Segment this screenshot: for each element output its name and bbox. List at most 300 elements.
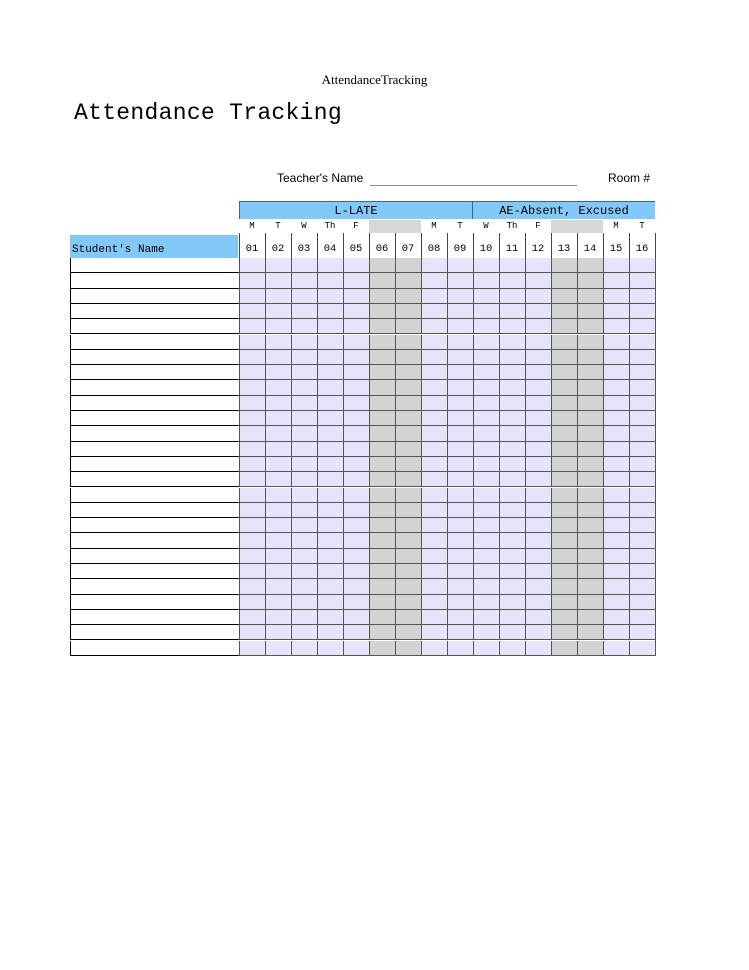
- attendance-cell[interactable]: [421, 564, 447, 579]
- attendance-cell[interactable]: [473, 625, 499, 640]
- attendance-cell[interactable]: [525, 457, 551, 472]
- attendance-cell[interactable]: [369, 258, 395, 273]
- attendance-cell[interactable]: [239, 625, 265, 640]
- attendance-cell[interactable]: [291, 488, 317, 503]
- attendance-cell[interactable]: [525, 273, 551, 288]
- attendance-cell[interactable]: [447, 564, 473, 579]
- attendance-cell[interactable]: [265, 549, 291, 564]
- attendance-cell[interactable]: [421, 579, 447, 594]
- student-name-cell[interactable]: [70, 442, 239, 457]
- attendance-cell[interactable]: [343, 350, 369, 365]
- attendance-cell[interactable]: [473, 472, 499, 487]
- attendance-cell[interactable]: [447, 488, 473, 503]
- attendance-cell[interactable]: [369, 625, 395, 640]
- attendance-cell[interactable]: [317, 335, 343, 350]
- attendance-cell[interactable]: [395, 503, 421, 518]
- student-name-cell[interactable]: [70, 564, 239, 579]
- attendance-cell[interactable]: [265, 457, 291, 472]
- attendance-cell[interactable]: [343, 335, 369, 350]
- attendance-cell[interactable]: [291, 396, 317, 411]
- attendance-cell[interactable]: [343, 365, 369, 380]
- attendance-cell[interactable]: [317, 426, 343, 441]
- attendance-cell[interactable]: [499, 488, 525, 503]
- attendance-cell[interactable]: [239, 472, 265, 487]
- attendance-cell[interactable]: [343, 411, 369, 426]
- attendance-cell[interactable]: [447, 411, 473, 426]
- attendance-cell[interactable]: [343, 396, 369, 411]
- attendance-cell[interactable]: [473, 319, 499, 334]
- attendance-cell[interactable]: [473, 457, 499, 472]
- attendance-cell[interactable]: [629, 610, 655, 625]
- attendance-cell[interactable]: [395, 411, 421, 426]
- attendance-cell[interactable]: [291, 518, 317, 533]
- attendance-cell[interactable]: [629, 579, 655, 594]
- attendance-cell[interactable]: [551, 411, 577, 426]
- attendance-cell[interactable]: [317, 258, 343, 273]
- attendance-cell[interactable]: [603, 426, 629, 441]
- student-name-cell[interactable]: [70, 380, 239, 395]
- attendance-cell[interactable]: [395, 472, 421, 487]
- attendance-cell[interactable]: [525, 335, 551, 350]
- attendance-cell[interactable]: [291, 380, 317, 395]
- attendance-cell[interactable]: [629, 335, 655, 350]
- attendance-cell[interactable]: [629, 595, 655, 610]
- attendance-cell[interactable]: [343, 289, 369, 304]
- attendance-cell[interactable]: [265, 411, 291, 426]
- attendance-cell[interactable]: [343, 564, 369, 579]
- attendance-cell[interactable]: [447, 380, 473, 395]
- attendance-cell[interactable]: [629, 289, 655, 304]
- attendance-cell[interactable]: [499, 595, 525, 610]
- attendance-cell[interactable]: [551, 350, 577, 365]
- attendance-cell[interactable]: [447, 258, 473, 273]
- attendance-cell[interactable]: [499, 625, 525, 640]
- attendance-cell[interactable]: [343, 595, 369, 610]
- attendance-cell[interactable]: [369, 365, 395, 380]
- attendance-cell[interactable]: [603, 518, 629, 533]
- attendance-cell[interactable]: [317, 518, 343, 533]
- attendance-cell[interactable]: [291, 549, 317, 564]
- student-name-cell[interactable]: [70, 258, 239, 273]
- attendance-cell[interactable]: [577, 579, 603, 594]
- attendance-cell[interactable]: [369, 579, 395, 594]
- attendance-cell[interactable]: [421, 319, 447, 334]
- attendance-cell[interactable]: [551, 595, 577, 610]
- attendance-cell[interactable]: [447, 273, 473, 288]
- attendance-cell[interactable]: [395, 335, 421, 350]
- attendance-cell[interactable]: [551, 518, 577, 533]
- attendance-cell[interactable]: [317, 411, 343, 426]
- attendance-cell[interactable]: [395, 289, 421, 304]
- attendance-cell[interactable]: [343, 457, 369, 472]
- attendance-cell[interactable]: [499, 304, 525, 319]
- attendance-cell[interactable]: [447, 549, 473, 564]
- attendance-cell[interactable]: [421, 625, 447, 640]
- attendance-cell[interactable]: [577, 442, 603, 457]
- attendance-cell[interactable]: [473, 273, 499, 288]
- attendance-cell[interactable]: [551, 258, 577, 273]
- attendance-cell[interactable]: [369, 533, 395, 548]
- attendance-cell[interactable]: [525, 289, 551, 304]
- attendance-cell[interactable]: [551, 472, 577, 487]
- attendance-cell[interactable]: [499, 319, 525, 334]
- attendance-cell[interactable]: [473, 350, 499, 365]
- attendance-cell[interactable]: [317, 319, 343, 334]
- attendance-cell[interactable]: [291, 595, 317, 610]
- attendance-cell[interactable]: [525, 533, 551, 548]
- attendance-cell[interactable]: [343, 380, 369, 395]
- attendance-cell[interactable]: [239, 319, 265, 334]
- attendance-cell[interactable]: [629, 304, 655, 319]
- attendance-cell[interactable]: [473, 549, 499, 564]
- attendance-cell[interactable]: [317, 304, 343, 319]
- attendance-cell[interactable]: [499, 396, 525, 411]
- attendance-cell[interactable]: [577, 533, 603, 548]
- attendance-cell[interactable]: [395, 396, 421, 411]
- attendance-cell[interactable]: [473, 595, 499, 610]
- attendance-cell[interactable]: [577, 289, 603, 304]
- attendance-cell[interactable]: [473, 304, 499, 319]
- attendance-cell[interactable]: [525, 365, 551, 380]
- attendance-cell[interactable]: [369, 380, 395, 395]
- attendance-cell[interactable]: [525, 319, 551, 334]
- attendance-cell[interactable]: [577, 426, 603, 441]
- attendance-cell[interactable]: [239, 304, 265, 319]
- student-name-cell[interactable]: [70, 549, 239, 564]
- attendance-cell[interactable]: [603, 319, 629, 334]
- attendance-cell[interactable]: [525, 518, 551, 533]
- attendance-cell[interactable]: [447, 518, 473, 533]
- attendance-cell[interactable]: [239, 595, 265, 610]
- attendance-cell[interactable]: [499, 472, 525, 487]
- attendance-cell[interactable]: [343, 472, 369, 487]
- attendance-cell[interactable]: [265, 304, 291, 319]
- attendance-cell[interactable]: [421, 549, 447, 564]
- attendance-cell[interactable]: [343, 258, 369, 273]
- attendance-cell[interactable]: [369, 350, 395, 365]
- attendance-cell[interactable]: [629, 564, 655, 579]
- attendance-cell[interactable]: [447, 350, 473, 365]
- attendance-cell[interactable]: [525, 304, 551, 319]
- student-name-cell[interactable]: [70, 610, 239, 625]
- student-name-cell[interactable]: [70, 488, 239, 503]
- attendance-cell[interactable]: [473, 610, 499, 625]
- attendance-cell[interactable]: [265, 289, 291, 304]
- attendance-cell[interactable]: [629, 426, 655, 441]
- student-name-cell[interactable]: [70, 579, 239, 594]
- attendance-cell[interactable]: [603, 380, 629, 395]
- attendance-cell[interactable]: [291, 319, 317, 334]
- attendance-cell[interactable]: [577, 335, 603, 350]
- attendance-cell[interactable]: [551, 273, 577, 288]
- attendance-cell[interactable]: [265, 319, 291, 334]
- attendance-cell[interactable]: [291, 273, 317, 288]
- attendance-cell[interactable]: [265, 365, 291, 380]
- attendance-cell[interactable]: [317, 503, 343, 518]
- attendance-cell[interactable]: [525, 380, 551, 395]
- attendance-cell[interactable]: [421, 488, 447, 503]
- attendance-cell[interactable]: [265, 350, 291, 365]
- student-name-cell[interactable]: [70, 396, 239, 411]
- attendance-cell[interactable]: [239, 503, 265, 518]
- attendance-cell[interactable]: [395, 595, 421, 610]
- attendance-cell[interactable]: [291, 426, 317, 441]
- attendance-cell[interactable]: [369, 319, 395, 334]
- attendance-cell[interactable]: [551, 380, 577, 395]
- attendance-cell[interactable]: [421, 380, 447, 395]
- attendance-cell[interactable]: [577, 319, 603, 334]
- attendance-cell[interactable]: [603, 335, 629, 350]
- attendance-cell[interactable]: [551, 442, 577, 457]
- attendance-cell[interactable]: [499, 335, 525, 350]
- attendance-cell[interactable]: [629, 396, 655, 411]
- attendance-cell[interactable]: [343, 610, 369, 625]
- attendance-cell[interactable]: [265, 396, 291, 411]
- attendance-cell[interactable]: [629, 411, 655, 426]
- attendance-cell[interactable]: [421, 457, 447, 472]
- attendance-cell[interactable]: [265, 258, 291, 273]
- attendance-cell[interactable]: [447, 442, 473, 457]
- attendance-cell[interactable]: [603, 258, 629, 273]
- attendance-cell[interactable]: [239, 411, 265, 426]
- attendance-cell[interactable]: [291, 350, 317, 365]
- attendance-cell[interactable]: [239, 641, 265, 656]
- attendance-cell[interactable]: [603, 457, 629, 472]
- attendance-cell[interactable]: [551, 503, 577, 518]
- attendance-cell[interactable]: [317, 564, 343, 579]
- attendance-cell[interactable]: [421, 365, 447, 380]
- attendance-cell[interactable]: [395, 610, 421, 625]
- attendance-cell[interactable]: [291, 411, 317, 426]
- attendance-cell[interactable]: [265, 518, 291, 533]
- attendance-cell[interactable]: [369, 335, 395, 350]
- attendance-cell[interactable]: [369, 518, 395, 533]
- attendance-cell[interactable]: [551, 610, 577, 625]
- attendance-cell[interactable]: [291, 533, 317, 548]
- attendance-cell[interactable]: [499, 457, 525, 472]
- attendance-cell[interactable]: [343, 625, 369, 640]
- student-name-cell[interactable]: [70, 289, 239, 304]
- attendance-cell[interactable]: [291, 503, 317, 518]
- attendance-cell[interactable]: [317, 625, 343, 640]
- attendance-cell[interactable]: [239, 457, 265, 472]
- attendance-cell[interactable]: [343, 518, 369, 533]
- attendance-cell[interactable]: [577, 595, 603, 610]
- attendance-cell[interactable]: [395, 442, 421, 457]
- attendance-cell[interactable]: [447, 289, 473, 304]
- attendance-cell[interactable]: [447, 579, 473, 594]
- attendance-cell[interactable]: [239, 289, 265, 304]
- attendance-cell[interactable]: [473, 396, 499, 411]
- attendance-cell[interactable]: [239, 335, 265, 350]
- attendance-cell[interactable]: [629, 518, 655, 533]
- attendance-cell[interactable]: [317, 641, 343, 656]
- attendance-cell[interactable]: [395, 258, 421, 273]
- attendance-cell[interactable]: [265, 564, 291, 579]
- attendance-cell[interactable]: [499, 380, 525, 395]
- attendance-cell[interactable]: [343, 273, 369, 288]
- student-name-cell[interactable]: [70, 518, 239, 533]
- attendance-cell[interactable]: [525, 595, 551, 610]
- attendance-cell[interactable]: [629, 503, 655, 518]
- attendance-cell[interactable]: [265, 610, 291, 625]
- attendance-cell[interactable]: [265, 472, 291, 487]
- attendance-cell[interactable]: [421, 350, 447, 365]
- attendance-cell[interactable]: [603, 641, 629, 656]
- attendance-cell[interactable]: [265, 595, 291, 610]
- attendance-cell[interactable]: [499, 442, 525, 457]
- attendance-cell[interactable]: [603, 610, 629, 625]
- attendance-cell[interactable]: [369, 442, 395, 457]
- attendance-cell[interactable]: [239, 396, 265, 411]
- attendance-cell[interactable]: [291, 641, 317, 656]
- attendance-cell[interactable]: [551, 335, 577, 350]
- attendance-cell[interactable]: [369, 411, 395, 426]
- attendance-cell[interactable]: [603, 472, 629, 487]
- attendance-cell[interactable]: [265, 273, 291, 288]
- attendance-cell[interactable]: [603, 289, 629, 304]
- attendance-cell[interactable]: [499, 549, 525, 564]
- attendance-cell[interactable]: [291, 289, 317, 304]
- attendance-cell[interactable]: [343, 426, 369, 441]
- attendance-cell[interactable]: [421, 595, 447, 610]
- attendance-cell[interactable]: [499, 579, 525, 594]
- attendance-cell[interactable]: [629, 457, 655, 472]
- attendance-cell[interactable]: [395, 457, 421, 472]
- attendance-cell[interactable]: [499, 258, 525, 273]
- attendance-cell[interactable]: [447, 625, 473, 640]
- attendance-cell[interactable]: [291, 457, 317, 472]
- attendance-cell[interactable]: [317, 595, 343, 610]
- attendance-cell[interactable]: [317, 273, 343, 288]
- attendance-cell[interactable]: [499, 564, 525, 579]
- attendance-cell[interactable]: [317, 457, 343, 472]
- attendance-cell[interactable]: [577, 472, 603, 487]
- attendance-cell[interactable]: [629, 472, 655, 487]
- attendance-cell[interactable]: [499, 411, 525, 426]
- attendance-cell[interactable]: [473, 380, 499, 395]
- attendance-cell[interactable]: [525, 258, 551, 273]
- attendance-cell[interactable]: [343, 503, 369, 518]
- attendance-cell[interactable]: [421, 304, 447, 319]
- attendance-cell[interactable]: [239, 533, 265, 548]
- attendance-cell[interactable]: [629, 533, 655, 548]
- attendance-cell[interactable]: [603, 442, 629, 457]
- attendance-cell[interactable]: [317, 365, 343, 380]
- attendance-cell[interactable]: [343, 549, 369, 564]
- student-name-cell[interactable]: [70, 411, 239, 426]
- attendance-cell[interactable]: [265, 426, 291, 441]
- attendance-cell[interactable]: [603, 549, 629, 564]
- attendance-cell[interactable]: [551, 319, 577, 334]
- attendance-cell[interactable]: [499, 426, 525, 441]
- attendance-cell[interactable]: [577, 304, 603, 319]
- attendance-cell[interactable]: [369, 304, 395, 319]
- attendance-cell[interactable]: [525, 411, 551, 426]
- attendance-cell[interactable]: [473, 258, 499, 273]
- attendance-cell[interactable]: [577, 549, 603, 564]
- attendance-cell[interactable]: [265, 335, 291, 350]
- attendance-cell[interactable]: [395, 488, 421, 503]
- attendance-cell[interactable]: [551, 365, 577, 380]
- attendance-cell[interactable]: [577, 503, 603, 518]
- attendance-cell[interactable]: [343, 304, 369, 319]
- attendance-cell[interactable]: [317, 472, 343, 487]
- attendance-cell[interactable]: [447, 426, 473, 441]
- attendance-cell[interactable]: [577, 273, 603, 288]
- attendance-cell[interactable]: [369, 488, 395, 503]
- attendance-cell[interactable]: [239, 564, 265, 579]
- attendance-cell[interactable]: [369, 273, 395, 288]
- attendance-cell[interactable]: [239, 380, 265, 395]
- attendance-cell[interactable]: [447, 503, 473, 518]
- attendance-cell[interactable]: [551, 426, 577, 441]
- attendance-cell[interactable]: [577, 518, 603, 533]
- attendance-cell[interactable]: [629, 258, 655, 273]
- attendance-cell[interactable]: [525, 442, 551, 457]
- attendance-cell[interactable]: [603, 396, 629, 411]
- student-name-cell[interactable]: [70, 595, 239, 610]
- attendance-cell[interactable]: [265, 488, 291, 503]
- attendance-cell[interactable]: [603, 503, 629, 518]
- attendance-cell[interactable]: [551, 579, 577, 594]
- attendance-cell[interactable]: [369, 289, 395, 304]
- attendance-cell[interactable]: [239, 442, 265, 457]
- attendance-cell[interactable]: [343, 442, 369, 457]
- attendance-cell[interactable]: [551, 304, 577, 319]
- attendance-cell[interactable]: [577, 488, 603, 503]
- attendance-cell[interactable]: [265, 503, 291, 518]
- attendance-cell[interactable]: [447, 595, 473, 610]
- attendance-cell[interactable]: [317, 533, 343, 548]
- attendance-cell[interactable]: [499, 503, 525, 518]
- attendance-cell[interactable]: [525, 610, 551, 625]
- attendance-cell[interactable]: [291, 564, 317, 579]
- attendance-cell[interactable]: [603, 625, 629, 640]
- attendance-cell[interactable]: [629, 549, 655, 564]
- attendance-cell[interactable]: [603, 411, 629, 426]
- student-name-cell[interactable]: [70, 457, 239, 472]
- attendance-cell[interactable]: [369, 641, 395, 656]
- attendance-cell[interactable]: [239, 350, 265, 365]
- teacher-name-field[interactable]: [370, 185, 577, 186]
- attendance-cell[interactable]: [629, 641, 655, 656]
- attendance-cell[interactable]: [447, 365, 473, 380]
- attendance-cell[interactable]: [421, 442, 447, 457]
- attendance-cell[interactable]: [421, 273, 447, 288]
- attendance-cell[interactable]: [395, 518, 421, 533]
- attendance-cell[interactable]: [421, 258, 447, 273]
- attendance-cell[interactable]: [577, 258, 603, 273]
- attendance-cell[interactable]: [473, 365, 499, 380]
- attendance-cell[interactable]: [629, 488, 655, 503]
- attendance-cell[interactable]: [473, 289, 499, 304]
- attendance-cell[interactable]: [421, 503, 447, 518]
- attendance-cell[interactable]: [525, 579, 551, 594]
- attendance-cell[interactable]: [577, 365, 603, 380]
- attendance-cell[interactable]: [395, 426, 421, 441]
- attendance-cell[interactable]: [291, 472, 317, 487]
- attendance-cell[interactable]: [239, 365, 265, 380]
- attendance-cell[interactable]: [447, 335, 473, 350]
- attendance-cell[interactable]: [525, 625, 551, 640]
- attendance-cell[interactable]: [369, 549, 395, 564]
- attendance-cell[interactable]: [473, 488, 499, 503]
- attendance-cell[interactable]: [421, 533, 447, 548]
- attendance-cell[interactable]: [239, 488, 265, 503]
- student-name-cell[interactable]: [70, 319, 239, 334]
- attendance-cell[interactable]: [629, 273, 655, 288]
